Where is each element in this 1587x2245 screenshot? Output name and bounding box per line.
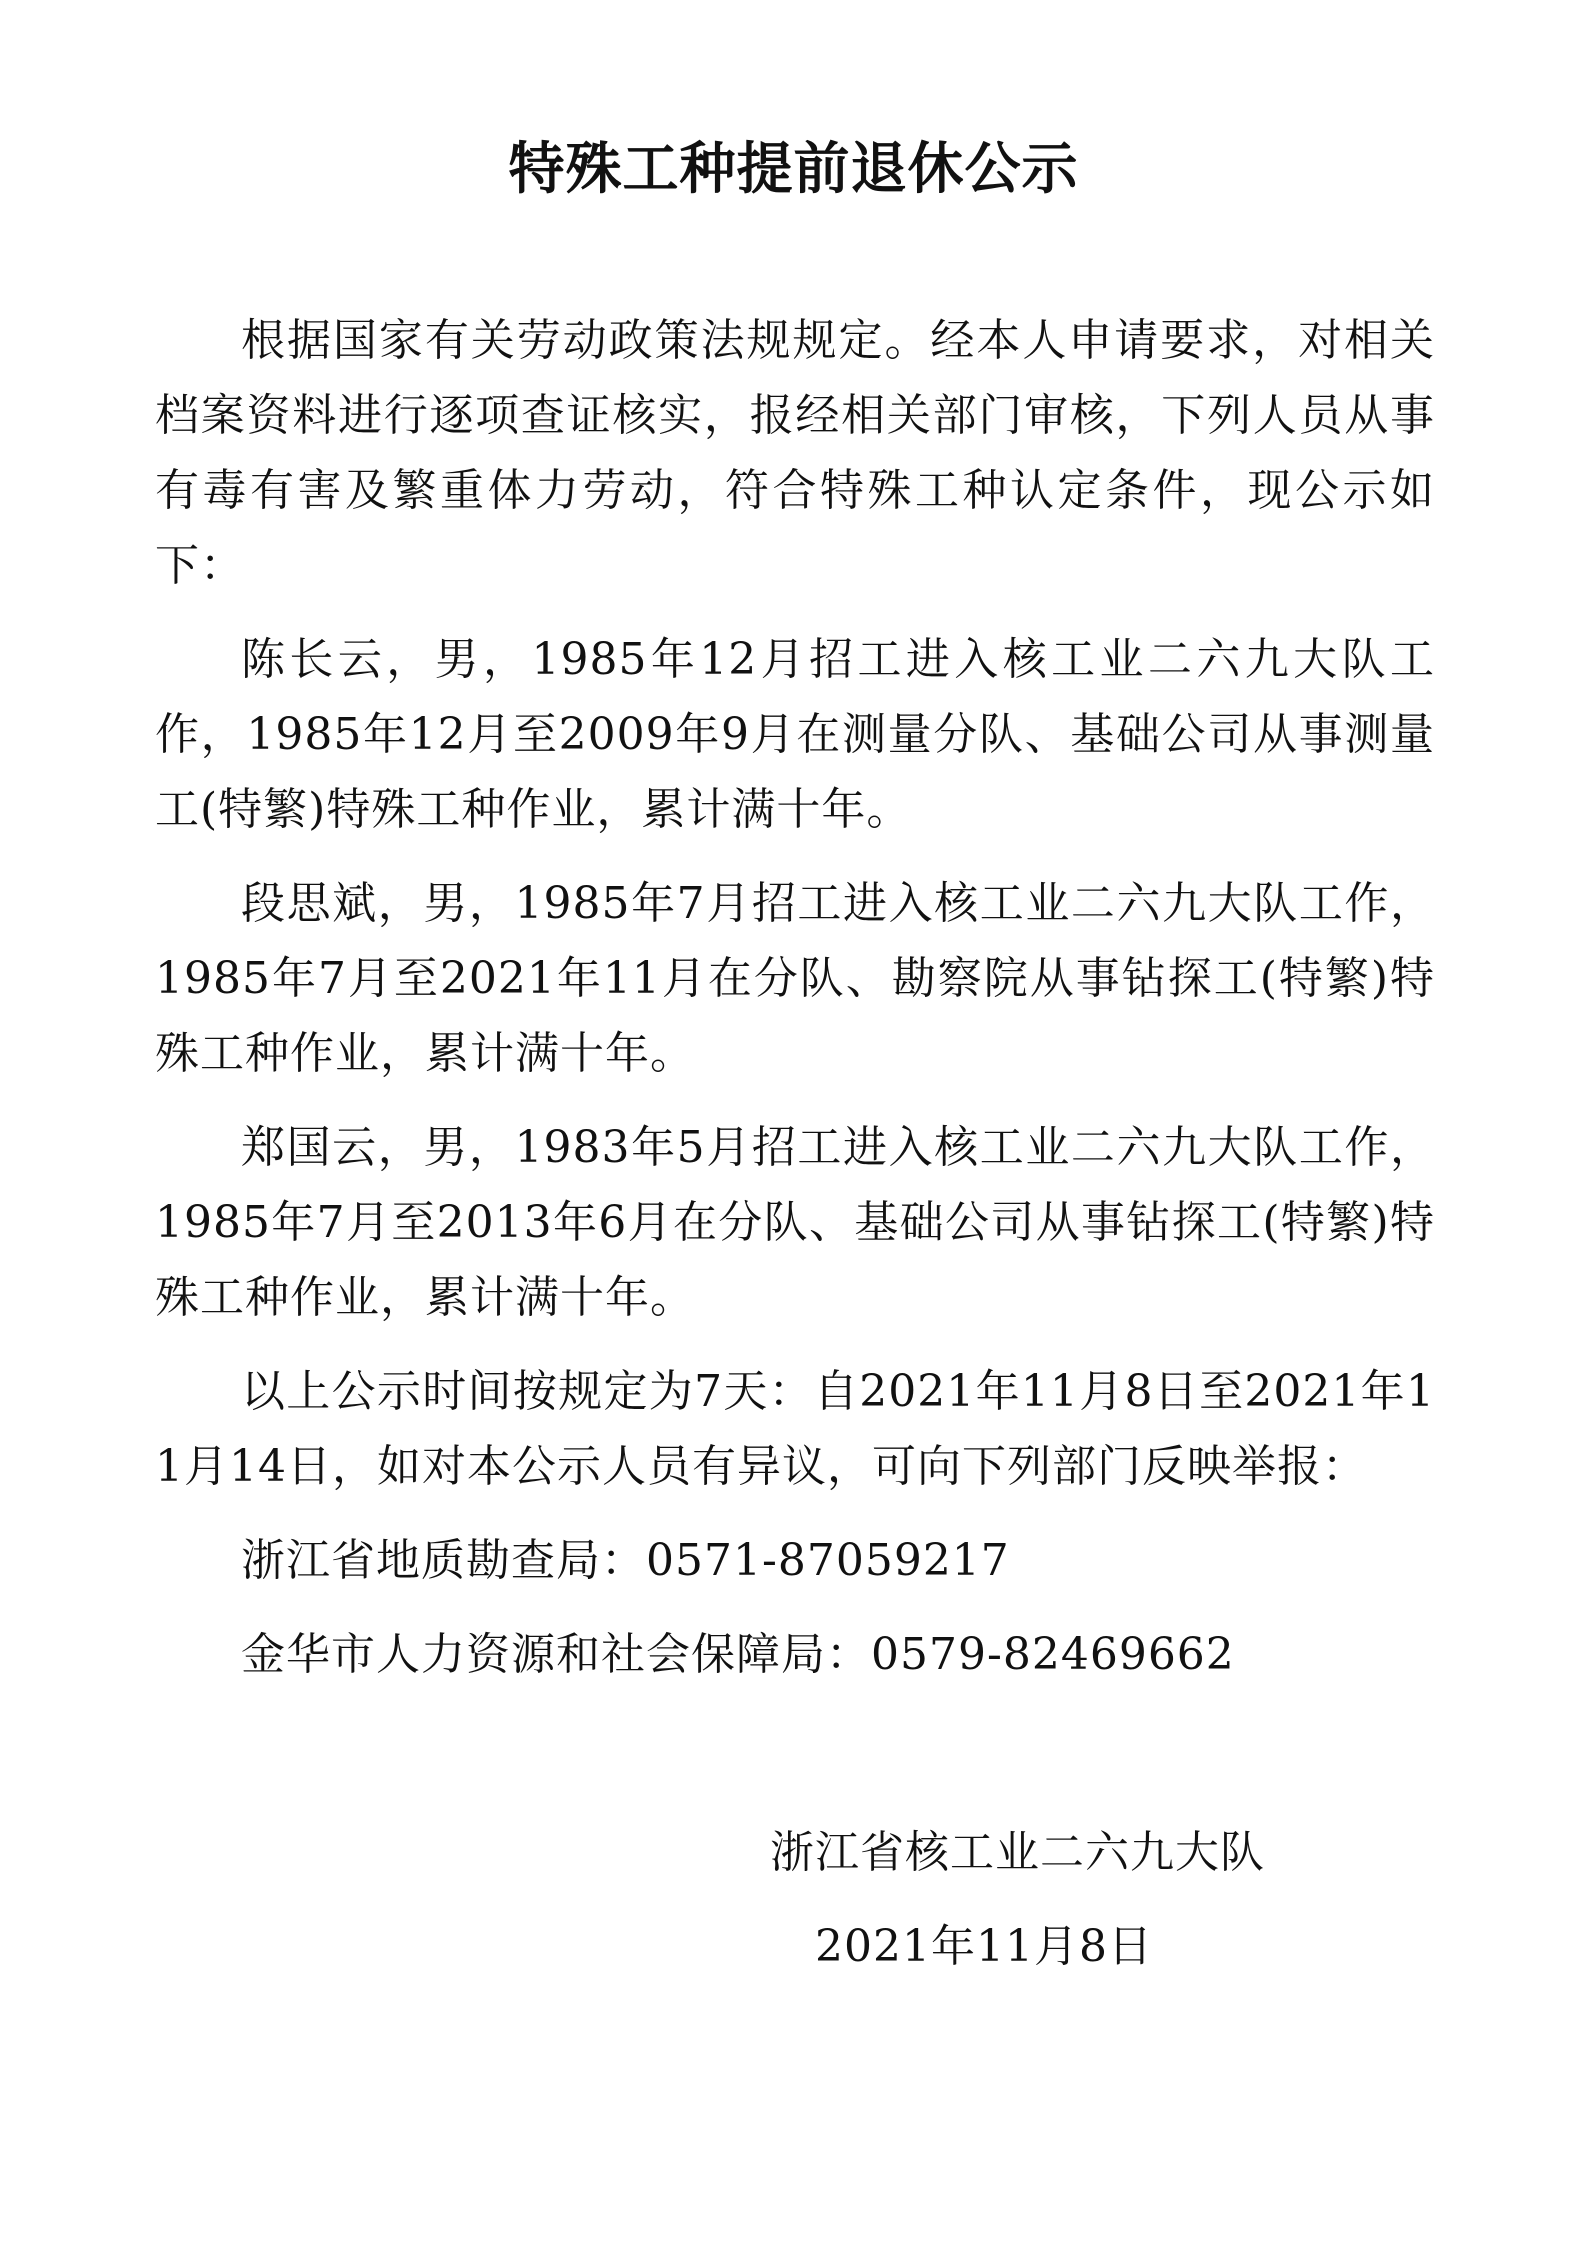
contact-line-hr-bureau: 金华市人力资源和社会保障局：0579-82469662: [241, 1629, 1235, 1680]
notice-period-paragraph: 以上公示时间按规定为7天：自2021年11月8日至2021年11月14日，如对本公示人员有异议，可向下列部门反映举报：: [155, 1366, 1435, 1492]
contact-line-geology-bureau: 浙江省地质勘查局：0571-87059217: [241, 1535, 1010, 1586]
document-body: [155, 303, 1435, 1711]
person-paragraph-zheng: 郑国云，男，1983年5月招工进入核工业二六九大队工作，1985年7月至2013年6月在分队、基础公司从事钻探工(特繁)特殊工种作业，累计满十年。: [155, 1122, 1435, 1323]
signature-organization: 浙江省核工业二六九大队: [770, 1827, 1265, 1878]
document-title: 特殊工种提前退休公示: [508, 137, 1079, 202]
signature-block: [770, 1815, 1265, 1984]
intro-paragraph: 根据国家有关劳动政策法规规定。经本人申请要求，对相关档案资料进行逐项查证核实，报经相关部门审核，下列人员从事有毒有害及繁重体力劳动，符合特殊工种认定条件，现公示如下：: [155, 315, 1435, 591]
person-paragraph-chen: 陈长云，男，1985年12月招工进入核工业二六九大队工作，1985年12月至2009年9月在测量分队、基础公司从事测量工(特繁)特殊工种作业，累计满十年。: [155, 634, 1435, 835]
person-paragraph-duan: 段思斌，男，1985年7月招工进入核工业二六九大队工作，1985年7月至2021年11月在分队、勘察院从事钻探工(特繁)特殊工种作业，累计满十年。: [155, 878, 1435, 1079]
signature-date: 2021年11月8日: [815, 1921, 1153, 1972]
